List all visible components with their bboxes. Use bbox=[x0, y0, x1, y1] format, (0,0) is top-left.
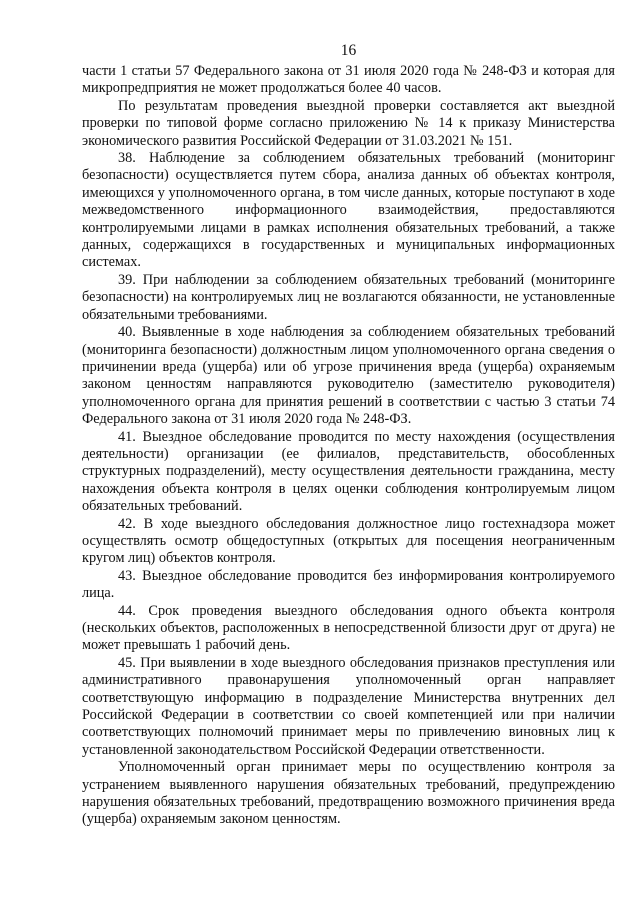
paragraph-43: 43. Выездное обследование проводится без информирования контролируемого лица. bbox=[82, 567, 615, 602]
paragraph-45: 45. При выявлении в ходе выездного обследования признаков преступления или административного правонарушения уполномоченный орган направляет соответствующую информацию в подразделение Министерства внутренних дел Российской Федерации в соответствии со своей компетенцией или при наличии соответствующих полномочий принимает меры по привлечению виновных лиц к установленной законодательством Российской Федерации ответственности. bbox=[82, 654, 615, 758]
paragraph-38: 38. Наблюдение за соблюдением обязательных требований (мониторинг безопасности) осуществляется путем сбора, анализа данных об объектах контроля, имеющихся у уполномоченного органа, в том числе данных, которые поступают в ходе межведомственного информационного взаимодействия, предоставляются контролируемыми лицами в рамках исполнения обязательных требований, а также данных, содержащихся в государственных и муниципальных информационных системах. bbox=[82, 150, 615, 271]
paragraph-44: 44. Срок проведения выездного обследования одного объекта контроля (нескольких объектов, расположенных в непосредственной близости друг от друга) не может превышать 1 рабочий день. bbox=[82, 602, 615, 654]
paragraph-continuation: части 1 статьи 57 Федерального закона от 31 июля 2020 года № 248-ФЗ и которая для микропредприятия не может продолжаться более 40 часов. bbox=[82, 63, 615, 97]
paragraph-41: 41. Выездное обследование проводится по месту нахождения (осуществления деятельности) организации (ее филиалов, представительств, обособленных структурных подразделений), месту осуществления деятельности гражданина, месту нахождения объекта контроля в целях оценки соблюдения контролируемым лицом обязательных требований. bbox=[82, 428, 615, 515]
paragraph-40: 40. Выявленные в ходе наблюдения за соблюдением обязательных требований (мониторинга безопасности) должностным лицом уполномоченного органа сведения о причинении вреда (ущерба) или об угрозе причинения вреда (ущерба) охраняемым законом ценностям направляются руководителю (заместителю руководителя) уполномоченного органа для принятия решений в соответствии с частью 3 статьи 74 Федерального закона от 31 июля 2020 года № 248-ФЗ. bbox=[82, 324, 615, 428]
paragraph-39: 39. При наблюдении за соблюдением обязательных требований (мониторинге безопасности) на контролируемых лиц не возлагаются обязанности, не установленные обязательными требованиями. bbox=[82, 271, 615, 323]
document-page bbox=[82, 40, 615, 829]
paragraph-inspection-act: По результатам проведения выездной проверки составляется акт выездной проверки по типовой форме согласно приложению № 14 к приказу Министерства экономического развития Российской Федерации от 31.03.2021 № 151. bbox=[82, 97, 615, 149]
paragraph-control-measures: Уполномоченный орган принимает меры по осуществлению контроля за устранением выявленного нарушения обязательных требований, предупреждению нарушения обязательных требований, предотвращению возможного причинения вреда (ущерба) охраняемым законом ценностям. bbox=[82, 759, 615, 828]
page-number: 16 bbox=[340, 42, 357, 59]
paragraph-42: 42. В ходе выездного обследования должностное лицо гостехнадзора может осуществлять осмотр общедоступных (открытых для посещения неограниченным кругом лиц) объектов контроля. bbox=[82, 515, 615, 567]
